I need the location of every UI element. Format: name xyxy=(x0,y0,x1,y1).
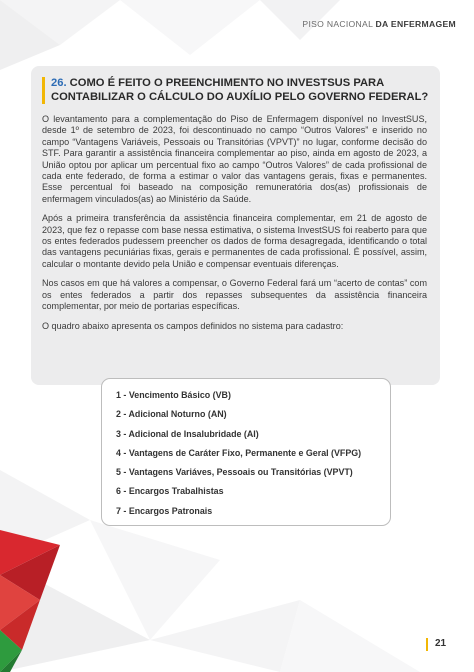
list-item: 6 - Encargos Trabalhistas xyxy=(116,486,224,497)
list-item: 3 - Adicional de Insalubridade (AI) xyxy=(116,428,259,439)
list-item: 4 - Vantagens de Caráter Fixo, Permanente e Geral (VFPG) xyxy=(116,447,362,458)
header-brand: DA ENFERMAGEM xyxy=(375,19,456,29)
list-item: 5 - Vantagens Variáves, Pessoais ou Transitórias (VPVT) xyxy=(116,467,353,478)
list-item: 7 - Encargos Patronais xyxy=(116,505,213,516)
fields-list xyxy=(102,379,390,521)
header-prefix: PISO NACIONAL xyxy=(302,19,376,29)
question-title xyxy=(42,77,431,104)
footer-accent-bar xyxy=(426,638,428,651)
fields-list-box xyxy=(101,378,391,526)
paragraph: O levantamento para a complementação do Piso de Enfermagem disponível no InvestSUS, desde 1º de setembro de 2023, foi descontinuado no campo “Outros Valores” e inserido no campo “Vantagens Variáveis, Pessoais ou Transitórias (VPVT)” no lugar, conforme decisão do STF. Para garantir a assistência financeira complementar ao piso, ainda em agosto de 2023, a União optou por aplicar um percentual fixo ao campo “Outros Valores” de cada profissional de cada ente federado, de forma a estimar o valor das vantagens gerais, fixas e permanentes. Esse percentual foi baseado na composição remuneratória dos(as) profissionais de enfermagem vinculados(as) ao Ministério da Saúde. xyxy=(42,114,427,204)
paragraph: Nos casos em que há valores a compensar, o Governo Federal fará um “acerto de contas” com os entes federados a partir dos repasses subsequentes da assistência financeira complementar, por meio de portarias específicas. xyxy=(42,278,427,312)
running-header xyxy=(302,19,456,29)
question-title-text: COMO É FEITO O PREENCHIMENTO NO INVESTSUS PARA CONTABILIZAR O CÁLCULO DO AUXÍLIO PELO GOVERNO FEDERAL? xyxy=(51,77,429,103)
list-item: 2 - Adicional Noturno (AN) xyxy=(116,409,227,420)
paragraph: Após a primeira transferência da assistência financeira complementar, em 21 de agosto de 2023, que fez o repasse com base nessa estimativa, o sistema InvestSUS foi reaberto para que os entes federados pudessem preencher os dados de forma desagregada, identificando o total das vantagens pecuniárias fixas, gerais e permanentes de cada profissional. É possível, assim, calcular o montante devido pela União e compensar eventuais diferenças. xyxy=(42,213,427,269)
paragraph: O quadro abaixo apresenta os campos definidos no sistema para cadastro: xyxy=(42,320,344,331)
question-number: 26. xyxy=(51,77,67,89)
page-number: 21 xyxy=(435,638,447,649)
list-item: 1 - Vencimento Básico (VB) xyxy=(116,390,231,400)
answer-body xyxy=(42,114,427,340)
